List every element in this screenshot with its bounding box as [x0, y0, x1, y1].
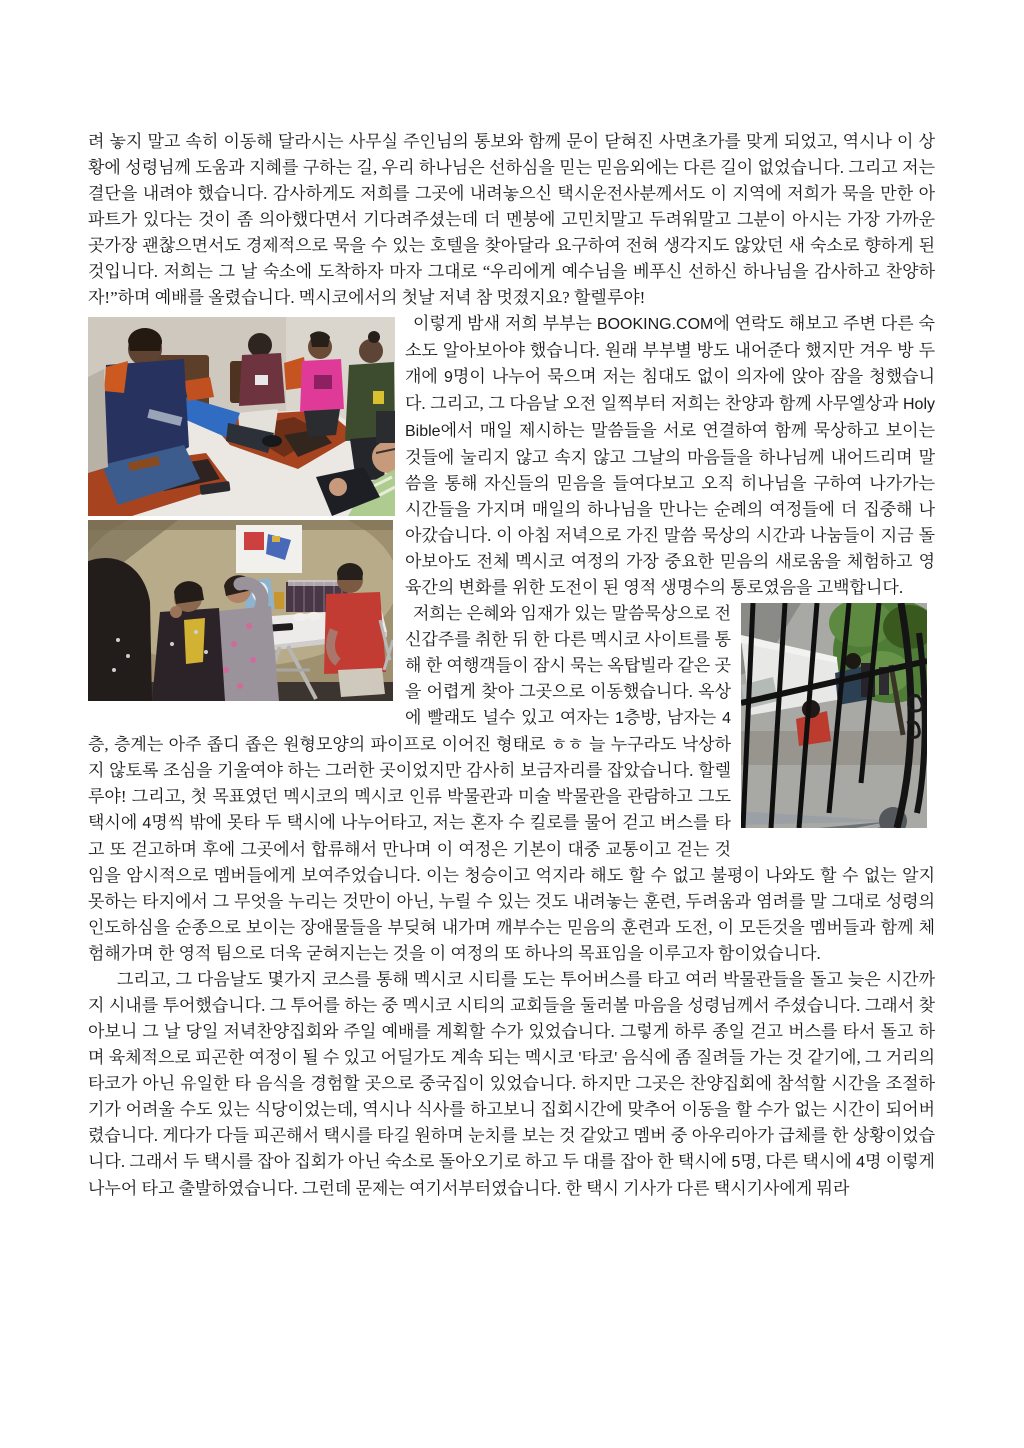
photo-spiral-staircase: [741, 603, 927, 828]
text-segment: 4: [722, 710, 731, 727]
text-segment: 4: [856, 1154, 865, 1171]
text-segment: 이렇게 밤새 저희 부부는: [413, 314, 597, 333]
text-segment: 에서 매일 제시하는 말씀들을 서로 연결하여 함께 묵상하고 보이는 것들에 눌리지 않고 속지 않고 그날의 마음들을 하나님께 내어드리며 말씀을 통해 자신들의 믿음을 들여다보고 오직 히나님을 구하여 나가가는 시간들을 가지며 매일의 하나님을 만나는 순례의 여정들에 더 집중해 나아갔습니다. 이 아침 저녁으로 가진 말씀 묵상의 시간과 나눔들이 지금 돌아보아도 전체 멕시코 여정의 가장 중요한 믿음의 새로움을 체험하고 영육간의 변화를 위한 도전이 된 영적 생명수의 통로였음을 고백합니다.: [405, 421, 935, 597]
text-segment: 그리고, 그 다음날도 몇가지 코스를 통해 멕시코 시티를 도는 투어버스를 타고 여러 박물관들을 돌고 늦은 시간까지 시내를 투어했습니다. 그 투어를 하는 중 멕시코 시티의 교회들을 둘러볼 마음을 성령님께서 주셨습니다. 그래서 찾아보니 그 날 당일 저녁찬양집회와 주일 예배를 계획할 수가 있었습니다. 그렇게 하루 종일 걷고 버스를 타서 돌고 하며 육체적으로 피곤한 여정이 될 수 있고 어딜가도 계속 되는 멕시코 '타코' 음식에 좀 질려들 가는 것 같기에, 그 거리의 타코가 아닌 유일한 타 음식을 경험할 곳으로 중국집이 있었습니다. 하지만 그곳은 찬양집회에 참석할 시간을 조절하기가 어려울 수도 있는 식당이었는데, 역시나 식사를 하고보니 집회시간에 맞추어 이동을 할 수가 없는 시간이 되어버렸습니다. 게다가 다들 피곤해서 택시를 타길 원하며 눈치를 보는 것 같았고 멤버 중 아우리아가 급체를 한 상황이었습니다. 그래서 두 택시를 잡아 집회가 아닌 숙소로 돌아오기로 하고 두 대를 잡아 한 택시에: [88, 970, 935, 1171]
text-segment: 에 연락도 해보고 주변 다른 숙소도 알아보아야 했습니다. 원래 부부별 방도 내어준다 했지만 겨우 방 두개에: [405, 314, 935, 386]
text-segment: 명씩 밖에 못타 두 택시에 나누어타고, 저는 혼자 수 킬로를 물어 걷고 버스를 타고 또 걷고하며 후에 그곳에서 합류해서 만나며 이 여정은 기본이 대중 교통이고 걷는 것임을 암시적으로 멤버들에게 보여주었습니다. 이는 청승이고 억지라 해도 할 수 없고 불평이 나와도 할 수 없는 알지 못하는 타지에서 그 무엇을 누리는 것만이 아닌, 누릴 수 있는 것도 내려놓는 훈련, 두려움과 염려를 말 그대로 성령의 인도하심을 순종으로 보이는 장애물들을 부딪혀 내가며 깨부수는 믿음의 훈련과 도전, 이 모든것을 멤버들과 함께 체험해가며 한 영적 팀으로 더욱 굳혀지는는 것을 이 여정의 또 하나의 목표임을 이루고자 함이었습니다.: [88, 813, 935, 963]
text-segment: Holy Bible: [405, 396, 935, 440]
text-segment: 층방, 남자는: [623, 708, 723, 727]
photo-table-room-illustration: [88, 520, 393, 701]
text-segment: 저희는 은혜와 임재가 있는 말씀묵상으로 전신갑주를 취한 뒤 한 다른 멕시코 사이트를 통해 한 여행객들이 잠시 묵는 옥탑빌라 같은 곳을 어렵게 찾아 그곳으로 이동했습니다. 옥상에 빨래도 널수 있고 여자는: [405, 604, 731, 727]
text-segment: 명, 다른 택시에: [740, 1152, 857, 1171]
text-segment: 명이 나누어 묵으며 저는 침대도 없이 의자에 앉아 잠을 청했습니다. 그리고, 그 다음날 오전 일찍부터 저희는 찬양과 함께 사무엘상과: [405, 367, 935, 413]
paragraph-1: [88, 129, 935, 311]
photo-hotel-room: [88, 317, 395, 516]
paragraph-4: [88, 967, 935, 1202]
photo-table-room: [88, 520, 393, 701]
photo-spiral-staircase-illustration: [741, 603, 927, 828]
text-segment: 5: [731, 1154, 741, 1171]
text-segment: 9: [443, 369, 453, 386]
text-segment: BOOKING.COM: [596, 316, 714, 333]
text-segment: 명 이렇게 나누어 타고 출발하였습니다. 그런데 문제는 여기서부터였습니다. 한 택시 기사가 다른 택시기사에게 뭐라: [88, 1152, 935, 1198]
text-segment: 4: [142, 815, 152, 832]
photo-hotel-room-illustration: [88, 317, 395, 516]
text-segment: 층, 층계는 아주 좁디 좁은 원형모양의 파이프로 이어진 형태로 ㅎㅎ 늘 누구라도 낙상하지 않토록 조심을 기울여야 하는 그러한 곳이었지만 감사히 보금자리를 잡았습니다. 할렐루야! 그리고, 첫 목표였던 멕시코의 멕시코 인류 박물관과 미술 박물관을 관람하고 그도 택시에: [88, 735, 731, 832]
photo-column-left: [88, 317, 395, 701]
text-segment: 려 놓지 말고 속히 이동해 달라시는 사무실 주인님의 통보와 함께 문이 닫혀진 사면초가를 맞게 되었고, 역시나 이 상황에 성령님께 도움과 지혜를 구하는 길, 우리 하나님은 선하심을 믿는 믿음외에는 다른 길이 없었습니다. 그리고 저는 결단을 내려야 했습니다. 감사하게도 저희를 그곳에 내려놓으신 택시운전사분께서도 이 지역에 저희가 묵을 만한 아파트가 있다는 것이 좀 의아했다면서 기다려주셨는데 더 멘붕에 고민치말고 두려워말고 그분이 아시는 가장 가까운 곳가장 괜찮으면서도 경제적으로 묵을 수 있는 호텔을 찾아달라 요구하여 전혀 생각지도 않았던 새 숙소로 향하게 된 것입니다. 저희는 그 날 숙소에 도착하자 마자 그대로 “우리에게 예수님을 베푸신 선하신 하나님을 감사하고 찬양하자!”하며 예배를 올렸습니다. 멕시코에서의 첫날 저녁 참 멋졌지요? 할렐루야!: [88, 132, 935, 307]
text-segment: 1: [615, 710, 624, 727]
